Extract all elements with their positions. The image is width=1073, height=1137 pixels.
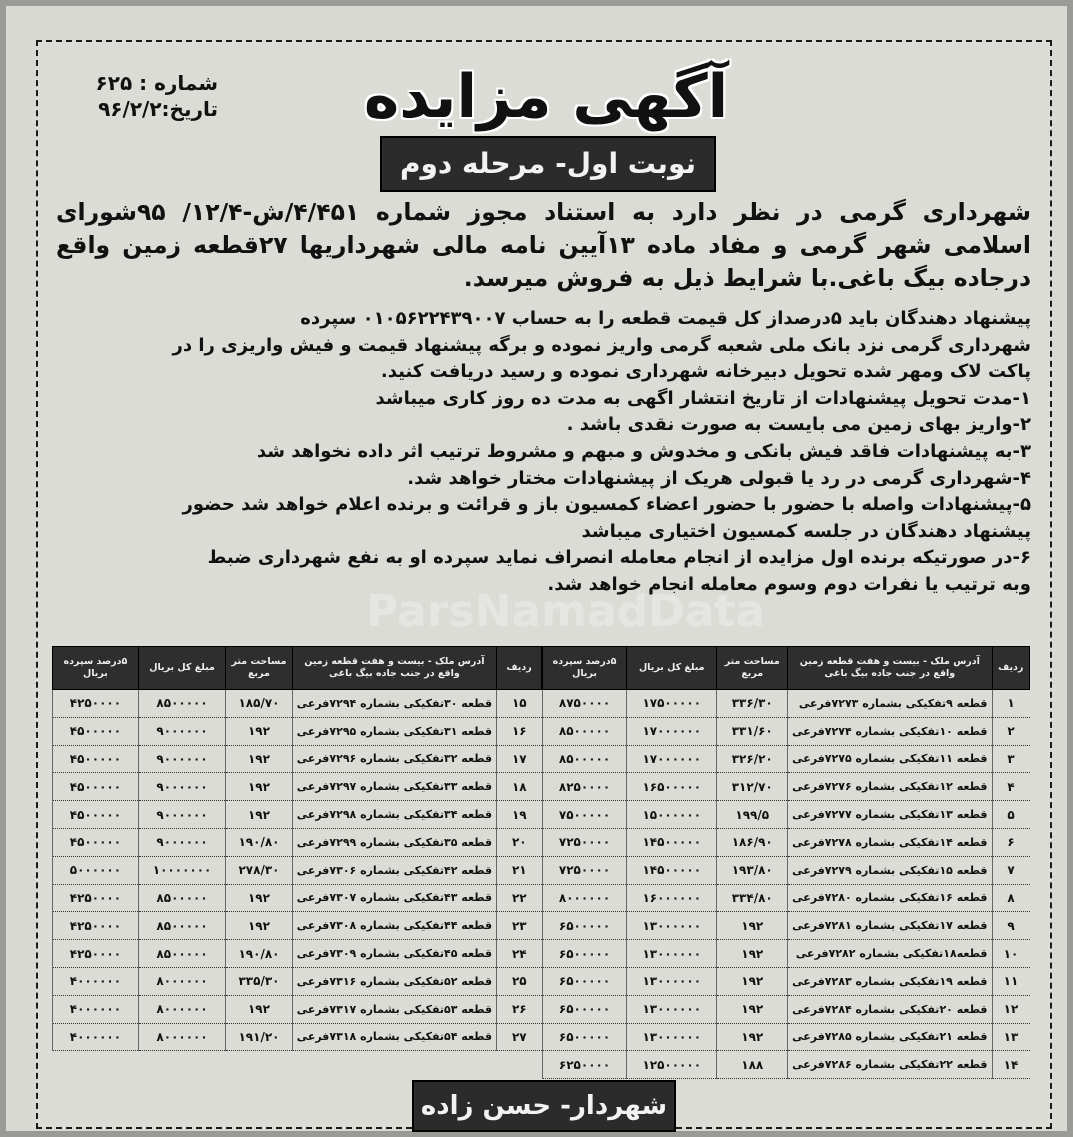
row-number-cell: ۲۲ bbox=[497, 884, 542, 912]
header-deposit: ۵درصد سپرده بریال bbox=[543, 647, 627, 690]
parcels-table-left bbox=[52, 646, 542, 1051]
total-price-cell: ۱۰۰۰۰۰۰۰ bbox=[138, 856, 225, 884]
area-cell: ۳۳۴/۸۰ bbox=[717, 884, 788, 912]
area-cell: ۱۹۹/۵ bbox=[717, 801, 788, 829]
area-cell: ۳۳۵/۳۰ bbox=[226, 967, 292, 995]
header-address: آدرس ملک - بیست و هفت قطعه زمین واقع در جنب جاده بیگ باغی bbox=[292, 647, 496, 690]
row-number-cell: ۱۹ bbox=[497, 801, 542, 829]
deposit-cell: ۸۵۰۰۰۰۰ bbox=[543, 745, 627, 773]
header-row-number: ردیف bbox=[992, 647, 1029, 690]
table-body-right bbox=[543, 690, 1030, 1079]
table-row bbox=[53, 773, 542, 801]
address-cell: قطعه ۵۴تفکیکی بشماره ۷۳۱۸فرعی bbox=[292, 1023, 496, 1051]
table-row bbox=[543, 801, 1030, 829]
row-number-cell: ۱۳ bbox=[992, 1023, 1029, 1051]
table-row bbox=[543, 690, 1030, 718]
deposit-cell: ۶۵۰۰۰۰۰ bbox=[543, 912, 627, 940]
deposit-cell: ۴۰۰۰۰۰۰ bbox=[53, 995, 139, 1023]
address-cell: قطعه ۵۳تفکیکی بشماره ۷۳۱۷فرعی bbox=[292, 995, 496, 1023]
row-number-cell: ۱ bbox=[992, 690, 1029, 718]
table-row bbox=[53, 884, 542, 912]
area-cell: ۱۹۲ bbox=[226, 995, 292, 1023]
table-row bbox=[543, 1023, 1030, 1051]
deposit-cell: ۴۰۰۰۰۰۰ bbox=[53, 967, 139, 995]
table-row bbox=[543, 995, 1030, 1023]
total-price-cell: ۹۰۰۰۰۰۰ bbox=[138, 801, 225, 829]
area-cell: ۱۹۲ bbox=[717, 912, 788, 940]
total-price-cell: ۸۵۰۰۰۰۰ bbox=[138, 690, 225, 718]
total-price-cell: ۹۰۰۰۰۰۰ bbox=[138, 717, 225, 745]
deposit-cell: ۷۵۰۰۰۰۰ bbox=[543, 801, 627, 829]
table-row bbox=[53, 995, 542, 1023]
total-price-cell: ۱۷۰۰۰۰۰۰ bbox=[627, 745, 717, 773]
deposit-cell: ۴۵۰۰۰۰۰ bbox=[53, 773, 139, 801]
row-number-cell: ۲۰ bbox=[497, 828, 542, 856]
deposit-cell: ۷۲۵۰۰۰۰ bbox=[543, 856, 627, 884]
notice-meta bbox=[58, 70, 218, 122]
address-cell: قطعه ۱۴تفکیکی بشماره ۷۲۷۸فرعی bbox=[788, 828, 992, 856]
row-number-cell: ۲ bbox=[992, 717, 1029, 745]
address-cell: قطعه ۴۳تفکیکی بشماره ۷۳۰۷فرعی bbox=[292, 884, 496, 912]
address-cell: قطعه۱۸تفکیکی بشماره ۷۲۸۲فرعی bbox=[788, 940, 992, 968]
condition-line: شهرداری گرمی نزد بانک ملی شعبه گرمی واریز نموده و برگه پیشنهاد قیمت و فیش واریزی را در bbox=[172, 334, 1031, 356]
address-cell: قطعه ۱۳تفکیکی بشماره ۷۲۷۷فرعی bbox=[788, 801, 992, 829]
header-row-number: ردیف bbox=[497, 647, 542, 690]
area-cell: ۳۳۶/۳۰ bbox=[717, 690, 788, 718]
address-cell: قطعه ۱۷تفکیکی بشماره ۷۲۸۱فرعی bbox=[788, 912, 992, 940]
area-cell: ۳۱۲/۷۰ bbox=[717, 773, 788, 801]
total-price-cell: ۱۷۵۰۰۰۰۰ bbox=[627, 690, 717, 718]
total-price-cell: ۱۳۰۰۰۰۰۰ bbox=[627, 940, 717, 968]
row-number-cell: ۸ bbox=[992, 884, 1029, 912]
table-row bbox=[543, 940, 1030, 968]
table-row bbox=[543, 912, 1030, 940]
deposit-cell: ۴۲۵۰۰۰۰ bbox=[53, 912, 139, 940]
total-price-cell: ۱۴۵۰۰۰۰۰ bbox=[627, 828, 717, 856]
total-price-cell: ۸۵۰۰۰۰۰ bbox=[138, 884, 225, 912]
deposit-cell: ۶۵۰۰۰۰۰ bbox=[543, 995, 627, 1023]
condition-line: ۴-شهرداری گرمی در رد یا قبولی هریک از پیشنهادات مختار خواهد شد. bbox=[407, 467, 1031, 489]
address-cell: قطعه ۱۲تفکیکی بشماره ۷۲۷۶فرعی bbox=[788, 773, 992, 801]
table-row bbox=[53, 940, 542, 968]
row-number-cell: ۳ bbox=[992, 745, 1029, 773]
condition-line: ۶-در صورتیکه برنده اول مزایده از انجام معامله انصراف نماید سپرده او به نفع شهرداری ضبط bbox=[207, 547, 1031, 569]
area-cell: ۱۹۰/۸۰ bbox=[226, 828, 292, 856]
notice-intro: شهرداری گرمی در نظر دارد به استناد مجوز شماره ۴/۴۵۱/ش-۱۲/۴/ ۹۵شورای اسلامی شهر گرمی و مفاد ماده ۱۳آیین نامه مالی شهرداریها ۲۷قطعه زمین واقع درجاده بیگ باغی.با شرایط ذیل به فروش میرسد. bbox=[56, 198, 1031, 292]
area-cell: ۱۸۵/۷۰ bbox=[226, 690, 292, 718]
deposit-cell: ۴۲۵۰۰۰۰ bbox=[53, 940, 139, 968]
total-price-cell: ۱۳۰۰۰۰۰۰ bbox=[627, 912, 717, 940]
address-cell: قطعه ۳۲تفکیکی بشماره ۷۲۹۶فرعی bbox=[292, 745, 496, 773]
table-row bbox=[53, 1023, 542, 1051]
table-header-row bbox=[543, 647, 1030, 690]
row-number-cell: ۹ bbox=[992, 912, 1029, 940]
address-cell: قطعه ۲۱تفکیکی بشماره ۷۲۸۵فرعی bbox=[788, 1023, 992, 1051]
table-row bbox=[53, 856, 542, 884]
table-row bbox=[543, 856, 1030, 884]
row-number-cell: ۱۱ bbox=[992, 967, 1029, 995]
total-price-cell: ۱۶۰۰۰۰۰۰ bbox=[627, 884, 717, 912]
address-cell: قطعه ۴۵تفکیکی بشماره ۷۳۰۹فرعی bbox=[292, 940, 496, 968]
deposit-cell: ۴۲۵۰۰۰۰ bbox=[53, 884, 139, 912]
row-number-cell: ۶ bbox=[992, 828, 1029, 856]
address-cell: قطعه ۳۴تفکیکی بشماره ۷۲۹۸فرعی bbox=[292, 801, 496, 829]
total-price-cell: ۸۰۰۰۰۰۰ bbox=[138, 1023, 225, 1051]
row-number-cell: ۱۸ bbox=[497, 773, 542, 801]
total-price-cell: ۱۳۰۰۰۰۰۰ bbox=[627, 1023, 717, 1051]
header-total: مبلغ کل بریال bbox=[138, 647, 225, 690]
deposit-cell: ۸۵۰۰۰۰۰ bbox=[543, 717, 627, 745]
table-row bbox=[543, 884, 1030, 912]
notice-title: آگهی مزایده bbox=[363, 62, 729, 132]
table-row bbox=[543, 828, 1030, 856]
area-cell: ۱۸۸ bbox=[717, 1051, 788, 1079]
table-row bbox=[53, 690, 542, 718]
total-price-cell: ۸۵۰۰۰۰۰ bbox=[138, 940, 225, 968]
header-area: مساحت متر مربع bbox=[717, 647, 788, 690]
address-cell: قطعه ۲۲تفکیکی بشماره ۷۲۸۶فرعی bbox=[788, 1051, 992, 1079]
address-cell: قطعه ۴۴تفکیکی بشماره ۷۳۰۸فرعی bbox=[292, 912, 496, 940]
area-cell: ۱۹۲ bbox=[226, 773, 292, 801]
total-price-cell: ۱۳۰۰۰۰۰۰ bbox=[627, 995, 717, 1023]
address-cell: قطعه ۱۶تفکیکی بشماره ۷۲۸۰فرعی bbox=[788, 884, 992, 912]
row-number-cell: ۲۱ bbox=[497, 856, 542, 884]
condition-line: ۵-پیشنهادات واصله با حضور با حضور اعضاء کمسیون باز و قرائت و برنده اعلام خواهد شد حضور bbox=[182, 494, 1031, 516]
deposit-cell: ۸۷۵۰۰۰۰ bbox=[543, 690, 627, 718]
watermark-text: ParsNamadData bbox=[366, 586, 766, 637]
header-area: مساحت متر مربع bbox=[226, 647, 292, 690]
row-number-cell: ۴ bbox=[992, 773, 1029, 801]
total-price-cell: ۸۰۰۰۰۰۰ bbox=[138, 967, 225, 995]
header-total: مبلغ کل بریال bbox=[627, 647, 717, 690]
area-cell: ۱۹۲ bbox=[717, 940, 788, 968]
condition-line: ۳-به پیشنهادات فاقد فیش بانکی و مخدوش و مبهم و مشروط ترتیب اثر داده نخواهد شد bbox=[256, 440, 1031, 462]
condition-line: وبه ترتیب یا نفرات دوم وسوم معامله انجام خواهد شد. bbox=[547, 573, 1031, 595]
row-number-cell: ۲۷ bbox=[497, 1023, 542, 1051]
table-row bbox=[543, 967, 1030, 995]
header-address: آدرس ملک - بیست و هفت قطعه زمین واقع در جنب جاده بیگ باغی bbox=[788, 647, 992, 690]
total-price-cell: ۹۰۰۰۰۰۰ bbox=[138, 828, 225, 856]
table-row bbox=[543, 773, 1030, 801]
row-number-cell: ۱۲ bbox=[992, 995, 1029, 1023]
total-price-cell: ۱۳۰۰۰۰۰۰ bbox=[627, 967, 717, 995]
address-cell: قطعه ۵۲تفکیکی بشماره ۷۳۱۶فرعی bbox=[292, 967, 496, 995]
address-cell: قطعه ۳۰تفکیکی بشماره ۷۲۹۴فرعی bbox=[292, 690, 496, 718]
area-cell: ۱۹۲ bbox=[226, 801, 292, 829]
table-row bbox=[53, 745, 542, 773]
area-cell: ۲۷۸/۳۰ bbox=[226, 856, 292, 884]
table-row bbox=[53, 967, 542, 995]
deposit-cell: ۵۰۰۰۰۰۰ bbox=[53, 856, 139, 884]
newspaper-page bbox=[6, 6, 1067, 1131]
condition-line: ۲-واریز بهای زمین می بایست به صورت نقدی باشد . bbox=[566, 414, 1031, 436]
deposit-cell: ۶۵۰۰۰۰۰ bbox=[543, 1023, 627, 1051]
address-cell: قطعه ۳۱تفکیکی بشماره ۷۲۹۵فرعی bbox=[292, 717, 496, 745]
area-cell: ۱۸۶/۹۰ bbox=[717, 828, 788, 856]
parcels-table-right bbox=[542, 646, 1030, 1079]
condition-line: ۱-مدت تحویل پیشنهادات از تاریخ انتشار اگهی به مدت ده روز کاری میباشد bbox=[375, 387, 1031, 409]
area-cell: ۳۲۶/۲۰ bbox=[717, 745, 788, 773]
deposit-cell: ۶۵۰۰۰۰۰ bbox=[543, 940, 627, 968]
area-cell: ۱۹۲ bbox=[717, 967, 788, 995]
row-number-cell: ۲۴ bbox=[497, 940, 542, 968]
area-cell: ۱۹۲ bbox=[717, 1023, 788, 1051]
table-row bbox=[543, 717, 1030, 745]
area-cell: ۱۹۲ bbox=[226, 745, 292, 773]
deposit-cell: ۴۲۵۰۰۰۰ bbox=[53, 690, 139, 718]
table-row bbox=[543, 1051, 1030, 1079]
total-price-cell: ۱۷۰۰۰۰۰۰ bbox=[627, 717, 717, 745]
area-cell: ۱۹۲ bbox=[226, 884, 292, 912]
row-number-cell: ۱۰ bbox=[992, 940, 1029, 968]
row-number-cell: ۱۵ bbox=[497, 690, 542, 718]
deposit-cell: ۷۲۵۰۰۰۰ bbox=[543, 828, 627, 856]
total-price-cell: ۱۶۵۰۰۰۰۰ bbox=[627, 773, 717, 801]
total-price-cell: ۸۰۰۰۰۰۰ bbox=[138, 995, 225, 1023]
table-body-left bbox=[53, 690, 542, 1051]
row-number-cell: ۲۳ bbox=[497, 912, 542, 940]
notice-subtitle: نوبت اول- مرحله دوم bbox=[380, 136, 716, 192]
area-cell: ۱۹۲ bbox=[717, 995, 788, 1023]
address-cell: قطعه ۲۰تفکیکی بشماره ۷۲۸۴فرعی bbox=[788, 995, 992, 1023]
area-cell: ۱۹۲ bbox=[226, 912, 292, 940]
address-cell: قطعه ۱۵تفکیکی بشماره ۷۲۷۹فرعی bbox=[788, 856, 992, 884]
deposit-cell: ۴۵۰۰۰۰۰ bbox=[53, 801, 139, 829]
address-cell: قطعه ۳۳تفکیکی بشماره ۷۲۹۷فرعی bbox=[292, 773, 496, 801]
notice-number: شماره : ۶۲۵ bbox=[95, 71, 218, 95]
condition-line: پاکت لاک ومهر شده تحویل دبیرخانه شهرداری نموده و رسید دریافت کنید. bbox=[380, 361, 1031, 383]
table-row bbox=[53, 912, 542, 940]
deposit-cell: ۴۵۰۰۰۰۰ bbox=[53, 717, 139, 745]
table-row bbox=[53, 717, 542, 745]
row-number-cell: ۲۵ bbox=[497, 967, 542, 995]
area-cell: ۱۹۲ bbox=[226, 717, 292, 745]
notice-conditions bbox=[56, 306, 1031, 599]
address-cell: قطعه ۴۲تفکیکی بشماره ۷۳۰۶فرعی bbox=[292, 856, 496, 884]
address-cell: قطعه ۱۰تفکیکی بشماره ۷۲۷۴فرعی bbox=[788, 717, 992, 745]
row-number-cell: ۱۶ bbox=[497, 717, 542, 745]
row-number-cell: ۵ bbox=[992, 801, 1029, 829]
deposit-cell: ۴۵۰۰۰۰۰ bbox=[53, 745, 139, 773]
notice-date: تاریخ:۹۶/۲/۲ bbox=[98, 97, 218, 121]
row-number-cell: ۷ bbox=[992, 856, 1029, 884]
address-cell: قطعه ۹تفکیکی بشماره ۷۲۷۳فرعی bbox=[788, 690, 992, 718]
table-row bbox=[543, 745, 1030, 773]
condition-line: پیشنهاد دهندگان باید ۵درصداز کل قیمت قطعه را به حساب ۰۱۰۵۶۲۲۴۳۹۰۰۷ سپرده bbox=[300, 308, 1031, 329]
address-cell: قطعه ۱۱تفکیکی بشماره ۷۲۷۵فرعی bbox=[788, 745, 992, 773]
total-price-cell: ۱۲۵۰۰۰۰۰ bbox=[627, 1051, 717, 1079]
deposit-cell: ۸۲۵۰۰۰۰ bbox=[543, 773, 627, 801]
row-number-cell: ۲۶ bbox=[497, 995, 542, 1023]
condition-line: پیشنهاد دهندگان در جلسه کمسیون اختیاری میباشد bbox=[581, 520, 1031, 542]
total-price-cell: ۹۰۰۰۰۰۰ bbox=[138, 773, 225, 801]
area-cell: ۱۹۳/۸۰ bbox=[717, 856, 788, 884]
area-cell: ۱۹۱/۲۰ bbox=[226, 1023, 292, 1051]
total-price-cell: ۱۴۵۰۰۰۰۰ bbox=[627, 856, 717, 884]
deposit-cell: ۶۵۰۰۰۰۰ bbox=[543, 967, 627, 995]
deposit-cell: ۸۰۰۰۰۰۰ bbox=[543, 884, 627, 912]
deposit-cell: ۴۵۰۰۰۰۰ bbox=[53, 828, 139, 856]
table-row bbox=[53, 801, 542, 829]
header-deposit: ۵درصد سپرده بریال bbox=[53, 647, 139, 690]
address-cell: قطعه ۱۹تفکیکی بشماره ۷۲۸۳فرعی bbox=[788, 967, 992, 995]
total-price-cell: ۱۵۰۰۰۰۰۰ bbox=[627, 801, 717, 829]
row-number-cell: ۱۷ bbox=[497, 745, 542, 773]
deposit-cell: ۴۰۰۰۰۰۰ bbox=[53, 1023, 139, 1051]
mayor-signature: شهردار- حسن زاده bbox=[412, 1080, 676, 1132]
row-number-cell: ۱۴ bbox=[992, 1051, 1029, 1079]
area-cell: ۱۹۰/۸۰ bbox=[226, 940, 292, 968]
total-price-cell: ۸۵۰۰۰۰۰ bbox=[138, 912, 225, 940]
table-header-row bbox=[53, 647, 542, 690]
deposit-cell: ۶۲۵۰۰۰۰ bbox=[543, 1051, 627, 1079]
area-cell: ۳۳۱/۶۰ bbox=[717, 717, 788, 745]
table-row bbox=[53, 828, 542, 856]
address-cell: قطعه ۳۵تفکیکی بشماره ۷۲۹۹فرعی bbox=[292, 828, 496, 856]
total-price-cell: ۹۰۰۰۰۰۰ bbox=[138, 745, 225, 773]
